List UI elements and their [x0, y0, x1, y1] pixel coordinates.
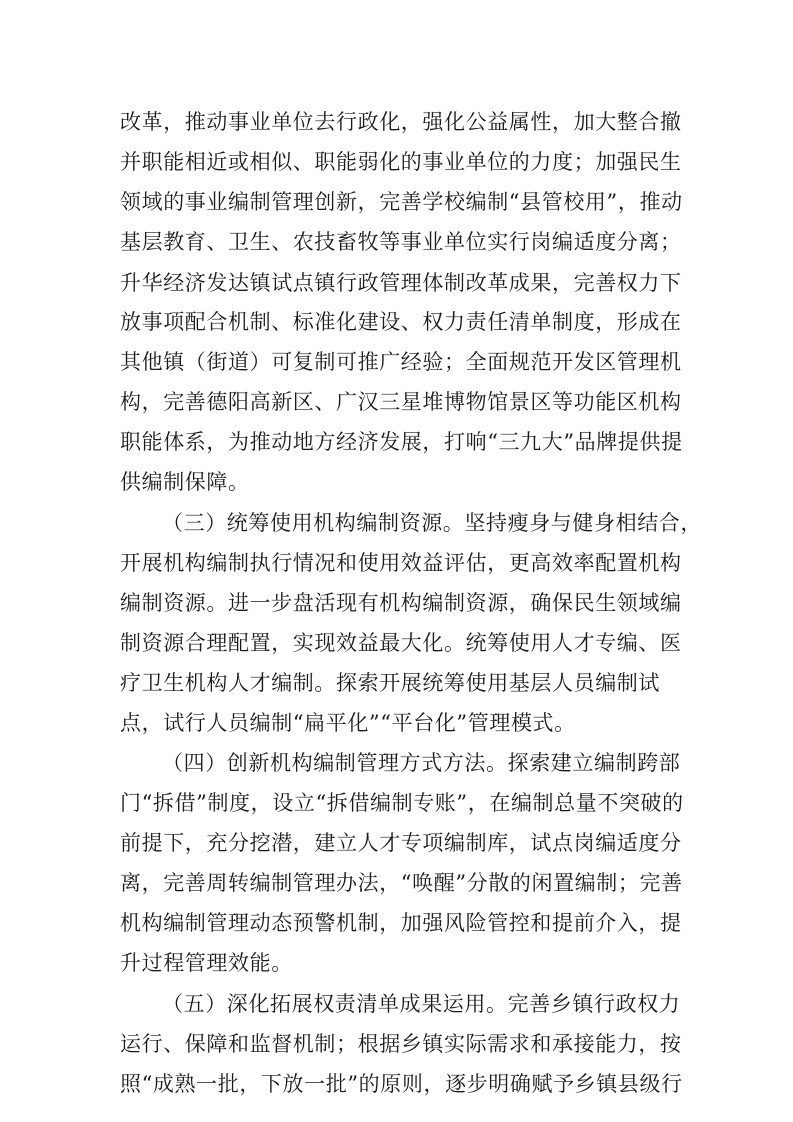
text-line: 运行、保障和监督机制；根据乡镇实际需求和承接能力，按 — [120, 1032, 682, 1056]
text-line: 疗卫生机构人才编制。探索开展统筹使用基层人员编制试 — [120, 671, 660, 695]
text-line: 基层教育、卫生、农技畜牧等事业单位实行岗编适度分离； — [120, 230, 682, 254]
text-line: 照“成熟一批，下放一批”的原则，逐步明确赋予乡镇县级行 — [120, 1072, 683, 1096]
section-heading-paragraph: （五）深化拓展权责清单成果运用。完善乡镇行政权力 — [162, 992, 681, 1016]
text-line: 构，完善德阳高新区、广汉三星堆博物馆景区等功能区机构 — [120, 390, 682, 414]
section-heading-paragraph: （三）统筹使用机构编制资源。坚持瘦身与健身相结合， — [162, 511, 702, 535]
text-line: 机构编制管理动态预警机制，加强风险管控和提前介入，提 — [120, 911, 682, 935]
text-line: 点，试行人员编制“扁平化”“平台化”管理模式。 — [120, 711, 576, 735]
section-heading-paragraph: （四）创新机构编制管理方式方法。探索建立编制跨部 — [162, 751, 681, 775]
text-line: 开展机构编制执行情况和使用效益评估，更高效率配置机构 — [120, 551, 682, 575]
text-line: 改革，推动事业单位去行政化，强化公益属性，加大整合撤 — [120, 110, 682, 134]
text-line: 其他镇（街道）可复制可推广经验；全面规范开发区管理机 — [120, 350, 682, 374]
text-line: 放事项配合机制、标准化建设、权力责任清单制度，形成在 — [120, 310, 682, 334]
text-line: 领域的事业编制管理创新，完善学校编制“县管校用”，推动 — [120, 190, 683, 214]
text-line: 升华经济发达镇试点镇行政管理体制改革成果，完善权力下 — [120, 271, 682, 295]
text-line: 前提下，充分挖潜，建立人才专项编制库，试点岗编适度分 — [120, 831, 682, 855]
text-line: 并职能相近或相似、职能弱化的事业单位的力度；加强民生 — [120, 150, 682, 174]
text-line: 编制资源。进一步盘活现有机构编制资源，确保民生领域编 — [120, 591, 682, 615]
text-line: 供编制保障。 — [120, 470, 250, 494]
text-line: 职能体系，为推动地方经济发展，打响“三九大”品牌提供提 — [120, 430, 683, 454]
text-line: 门“拆借”制度，设立“拆借编制专账”，在编制总量不突破的 — [120, 791, 684, 815]
text-line: 升过程管理效能。 — [120, 951, 293, 975]
text-line: 制资源合理配置，实现效益最大化。统筹使用人才专编、医 — [120, 631, 682, 655]
text-line: 离，完善周转编制管理办法，“唤醒”分散的闲置编制；完善 — [120, 871, 683, 895]
